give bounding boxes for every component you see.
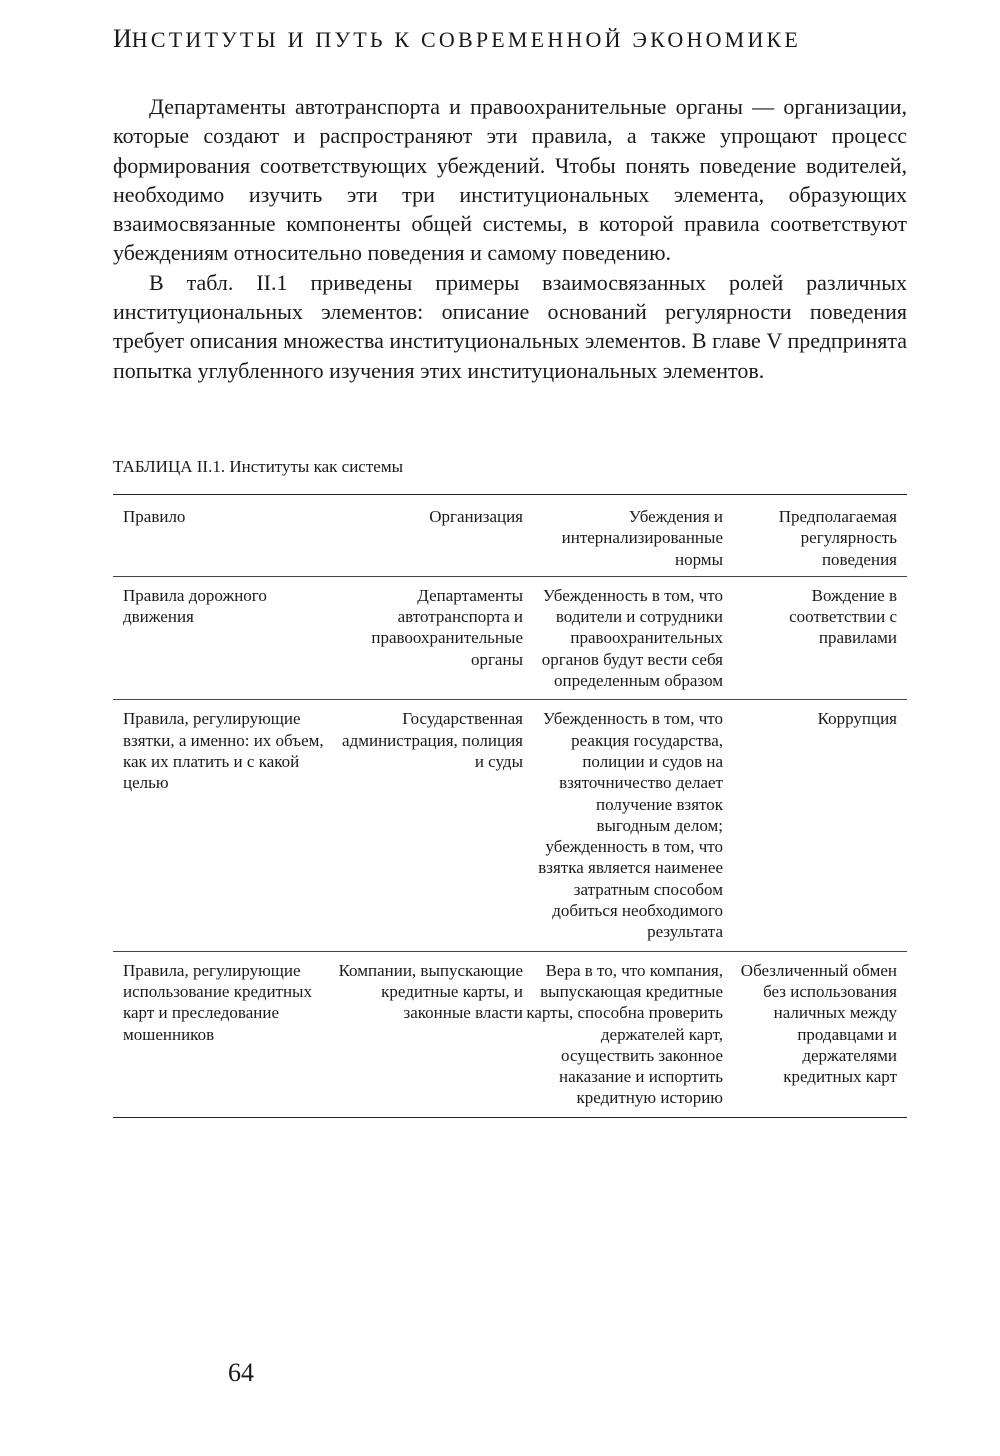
header-organization: Организация bbox=[333, 495, 523, 577]
cell-beliefs: Убежденность в том, что реакция государства, полиции и судов на взяточничество делает получение взяток выгодным делом; убежденность в том, что взятка является наименее затратным способом добиться необходимого результата bbox=[523, 700, 727, 951]
page-number: 64 bbox=[228, 1358, 254, 1387]
table-row bbox=[113, 700, 907, 951]
running-head-text: НСТИТУТЫ И ПУТЬ К СОВРЕМЕННОЙ ЭКОНОМИКЕ bbox=[131, 27, 802, 52]
table-caption-title: Институты как системы bbox=[229, 457, 403, 476]
running-head-initial: И bbox=[113, 24, 132, 53]
body-text bbox=[113, 92, 907, 385]
table-row bbox=[113, 951, 907, 1117]
cell-rule: Правила, регулирующие взятки, а именно: их объем, как их платить и с какой целью bbox=[113, 700, 333, 951]
cell-organization: Департаменты автотранспорта и правоохранительные органы bbox=[333, 576, 523, 699]
header-regularity: Предполагаемая регулярность поведения bbox=[727, 495, 907, 577]
cell-rule: Правила, регулирующие использование кредитных карт и преследование мошенников bbox=[113, 951, 333, 1117]
cell-regularity: Вождение в соответствии с правилами bbox=[727, 576, 907, 699]
paragraph: Департаменты автотранспорта и правоохранительные органы — организации, которые создают и распространяют эти правила, а также упрощают процесс формирования соответствующих убеждений. Чтобы понять поведение водителей, необходимо изучить эти три институциональных элемента, образующих взаимосвязанные компоненты общей системы, в которой правила соответствуют убеждениям относительно поведения и самому поведению. bbox=[113, 94, 907, 266]
cell-regularity: Коррупция bbox=[727, 700, 907, 951]
cell-organization: Государственная администрация, полиция и суды bbox=[333, 700, 523, 951]
institutions-table bbox=[113, 494, 907, 1118]
table-header-row bbox=[113, 495, 907, 577]
cell-rule: Правила дорожного движения bbox=[113, 576, 333, 699]
running-head bbox=[113, 26, 913, 53]
cell-beliefs: Убежденность в том, что водители и сотрудники правоохранительных органов будут вести себя определенным образом bbox=[523, 576, 727, 699]
cell-regularity: Обезличенный обмен без использования наличных между продавцами и держателями кредитных карт bbox=[727, 951, 907, 1117]
paragraph: В табл. II.1 приведены примеры взаимосвязанных ролей различных институциональных элементов: описание оснований регулярности поведения требует описания множества институциональных элементов. В главе V предпринята попытка углубленного изучения этих институциональных элементов. bbox=[113, 269, 907, 383]
table-caption bbox=[113, 456, 403, 478]
cell-organization: Компании, выпускающие кредитные карты, и законные власти bbox=[333, 951, 523, 1117]
header-rule: Правило bbox=[113, 495, 333, 577]
table-row bbox=[113, 576, 907, 699]
cell-beliefs: Вера в то, что компания, выпускающая кредитные карты, способна проверить держателей карт, осуществить законное наказание и испортить кредитную историю bbox=[523, 951, 727, 1117]
table-caption-label: ТАБЛИЦА II.1. bbox=[113, 457, 226, 476]
header-beliefs: Убеждения и интернализированные нормы bbox=[523, 495, 727, 577]
